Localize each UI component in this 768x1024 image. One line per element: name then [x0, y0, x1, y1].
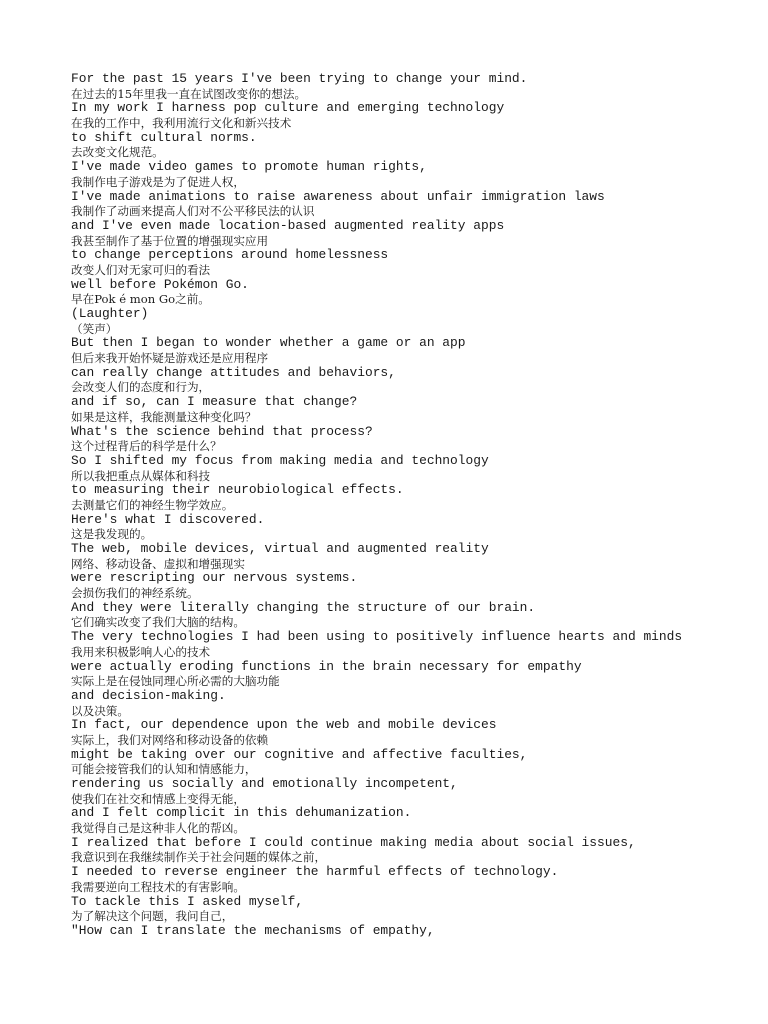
transcript-line-chinese: 我意识到在我继续制作关于社会问题的媒体之前，: [71, 850, 327, 865]
transcript-line-chinese: 我制作了动画来提高人们对不公平移民法的认识: [71, 204, 315, 219]
transcript-line-chinese: 为了解决这个问题，我问自己，: [71, 909, 234, 924]
transcript-line-english: The very technologies I had been using to positively influence hearts and minds: [71, 629, 683, 645]
transcript-line-english: can really change attitudes and behaviors,: [71, 364, 396, 380]
transcript-line-chinese: 我觉得自己是这种非人化的帮凶。: [71, 821, 245, 836]
transcript-line-chinese: 我需要逆向工程技术的有害影响。: [71, 879, 245, 894]
transcript-line-english: Here's what I discovered.: [71, 511, 265, 527]
transcript-line-english: In fact, our dependence upon the web and mobile devices: [71, 717, 497, 733]
transcript-line-english: In my work I harness pop culture and emerging technology: [71, 100, 505, 116]
transcript-line-english: The web, mobile devices, virtual and augmented reality: [71, 541, 489, 556]
transcript-body: [71, 72, 761, 939]
transcript-line-english: To tackle this I asked myself,: [71, 893, 304, 909]
transcript-line-english: But then I began to wonder whether a game or an app: [71, 335, 466, 351]
transcript-line-chinese: 去测量它们的神经生物学效应。: [71, 497, 234, 512]
transcript-line-english: well before Pokémon Go.: [71, 276, 249, 292]
transcript-line-english: to shift cultural norms.: [71, 129, 257, 145]
transcript-line-english: and if so, can I measure that change?: [71, 394, 358, 410]
transcript-line-english: What's the science behind that process?: [71, 423, 373, 439]
transcript-line-english: I've made animations to raise awareness about unfair immigration laws: [71, 188, 605, 204]
transcript-line-english: to measuring their neurobiological effects.: [71, 482, 404, 498]
transcript-line-chinese: 网络、移动设备、虚拟和增强现实: [71, 556, 245, 571]
transcript-line-english: to change perceptions around homelessness: [71, 247, 389, 263]
transcript-line-chinese: 这是我发现的。: [71, 527, 153, 542]
transcript-line-chinese: 如果是这样，我能测量这种变化吗？: [71, 409, 257, 424]
transcript-line-chinese: 会改变人们的态度和行为，: [71, 380, 211, 395]
transcript-line-english: And they were literally changing the structure of our brain.: [71, 599, 536, 615]
transcript-line-chinese: 以及决策。: [71, 703, 129, 718]
transcript-line-chinese: 实际上是在侵蚀同理心所必需的大脑功能: [71, 674, 280, 689]
transcript-line-chinese: 可能会接管我们的认知和情感能力，: [71, 762, 257, 777]
transcript-line-english: For the past 15 years I've been trying to change your mind.: [71, 71, 528, 86]
transcript-line-chinese: 在过去的15年里我一直在试图改变你的想法。: [71, 86, 307, 101]
transcript-line-chinese: 它们确实改变了我们大脑的结构。: [71, 615, 245, 630]
transcript-line-chinese: 我甚至制作了基于位置的增强现实应用: [71, 233, 269, 248]
transcript-line-chinese: 我用来积极影响人心的技术: [71, 644, 211, 659]
transcript-line-english: So I shifted my focus from making media and technology: [71, 452, 489, 468]
transcript-line-english: and I've even made location-based augmented reality apps: [71, 217, 505, 233]
transcript-line-english: "How can I translate the mechanisms of empathy,: [71, 922, 435, 938]
transcript-line-chinese: 改变人们对无家可归的看法: [71, 262, 211, 277]
transcript-line-chinese: 使我们在社交和情感上变得无能，: [71, 791, 245, 806]
transcript-line-chinese: 去改变文化规范。: [71, 145, 164, 160]
transcript-line-chinese: 这个过程背后的科学是什么？: [71, 439, 222, 454]
transcript-line-english: might be taking over our cognitive and affective faculties,: [71, 746, 528, 762]
transcript-line-english: I've made video games to promote human rights,: [71, 159, 427, 175]
transcript-line-chinese: 早在Pok é mon Go之前。: [71, 292, 210, 307]
transcript-line-english: rendering us socially and emotionally incompetent,: [71, 776, 458, 791]
transcript-line-english: I realized that before I could continue making media about social issues,: [71, 834, 636, 850]
transcript-line-english: I needed to reverse engineer the harmful effects of technology.: [71, 864, 559, 880]
transcript-line-english: were rescripting our nervous systems.: [71, 570, 358, 586]
transcript-line-chinese: 实际上，我们对网络和移动设备的依赖: [71, 732, 269, 747]
transcript-line-english: and I felt complicit in this dehumanization.: [71, 805, 412, 821]
transcript-line-chinese: 在我的工作中，我利用流行文化和新兴技术: [71, 116, 292, 131]
transcript-line-chinese: （笑声）: [71, 321, 118, 336]
transcript-line-english: and decision-making.: [71, 687, 226, 703]
transcript-line-chinese: 所以我把重点从媒体和科技: [71, 468, 211, 483]
transcript-line-chinese: 会损伤我们的神经系统。: [71, 586, 199, 601]
transcript-line-english: (Laughter): [71, 306, 149, 321]
transcript-line-english: were actually eroding functions in the brain necessary for empathy: [71, 658, 582, 674]
transcript-line-chinese: 我制作电子游戏是为了促进人权，: [71, 174, 245, 189]
transcript-line-chinese: 但后来我开始怀疑是游戏还是应用程序: [71, 351, 269, 366]
